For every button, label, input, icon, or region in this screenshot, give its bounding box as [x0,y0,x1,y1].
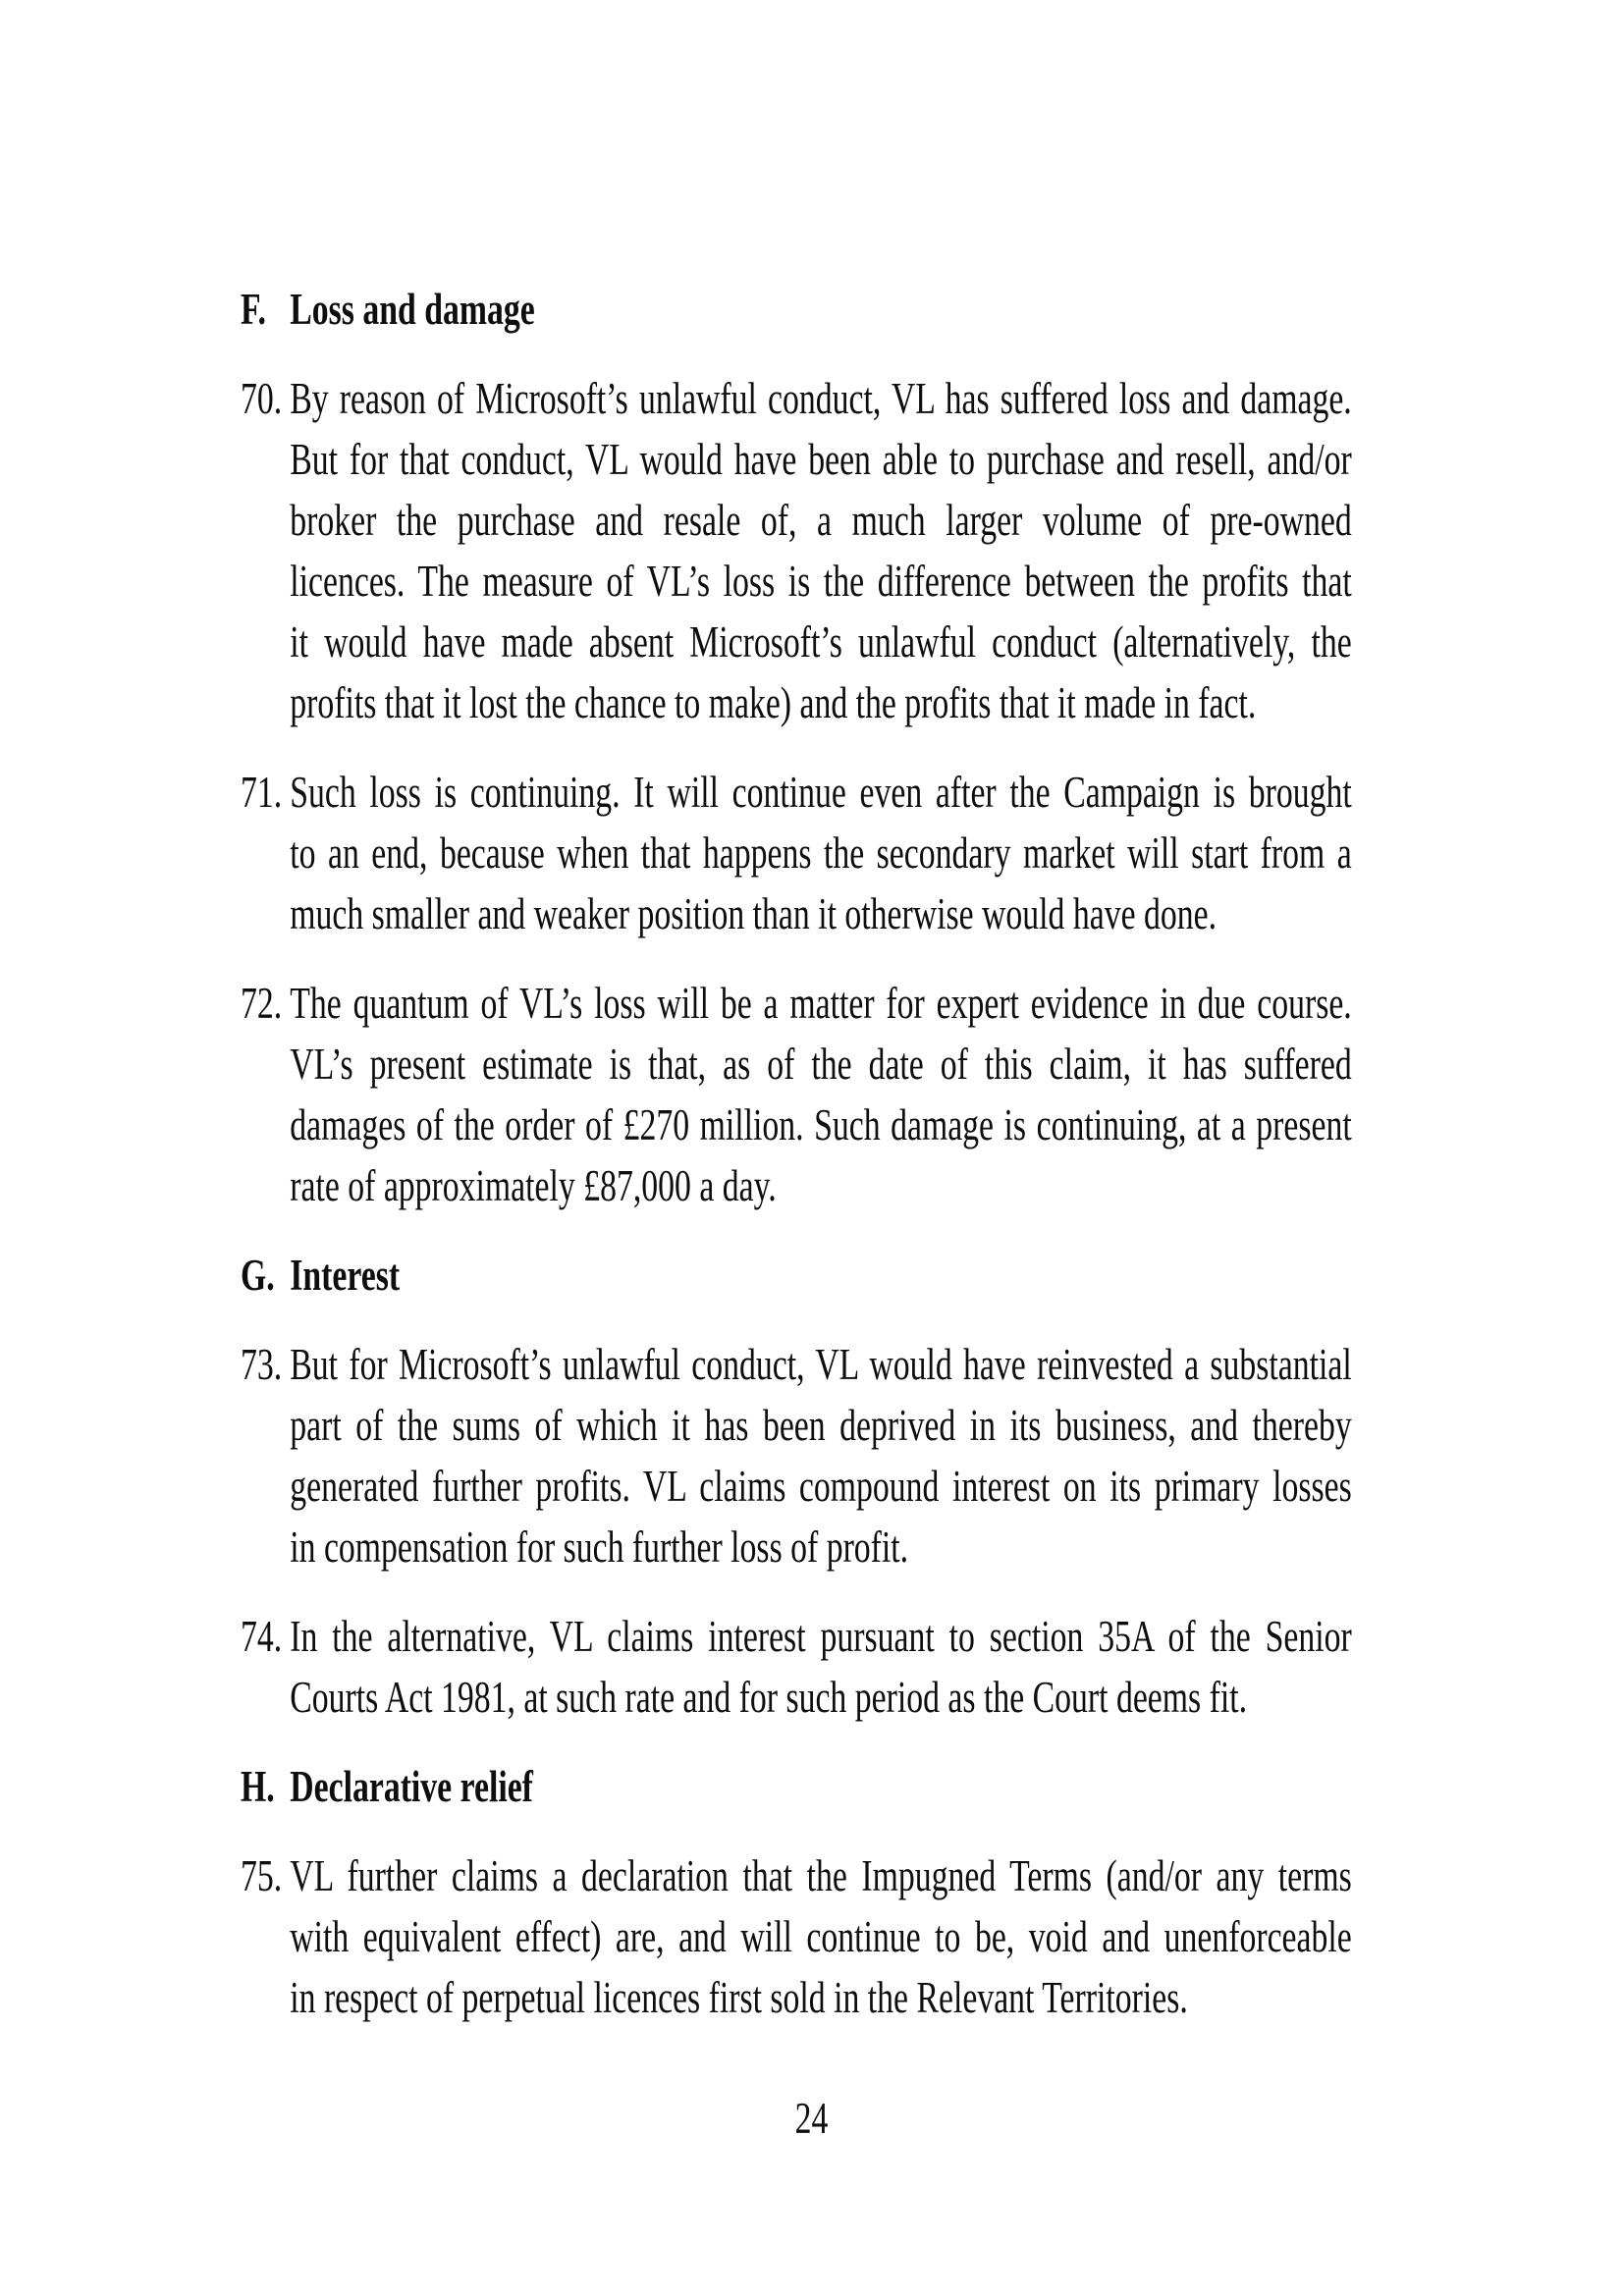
paragraph-number: 74. [241,1612,283,1661]
text-line: rate of approximately £87,000 a day. [290,1161,777,1210]
paragraph-73 [241,1334,1352,1577]
paragraph-number: 72. [241,979,283,1028]
text-line: Such loss is continuing. It will continue even after the Campaign is brought [290,768,1352,817]
section-letter: G. [241,1251,275,1300]
paragraph-74 [241,1606,1352,1728]
text-line: it would have made absent Microsoft’s unlawful conduct (alternatively, the [290,617,1352,667]
text-line: generated further profits. VL claims compound interest on its primary losses [290,1462,1352,1511]
paragraph-body [290,973,1352,1216]
paragraph-70 [241,368,1352,733]
paragraph-71 [241,762,1352,944]
text-line: But for that conduct, VL would have been able to purchase and resell, and/or [290,435,1352,484]
text-line: in compensation for such further loss of profit. [290,1522,909,1572]
paragraph-number: 70. [241,374,283,423]
text-line: profits that it lost the chance to make) and the profits that it made in fact. [290,678,1257,727]
text-line: Courts Act 1981, at such rate and for such period as the Court deems fit. [290,1673,1248,1722]
text-line: part of the sums of which it has been deprived in its business, and thereby [290,1401,1352,1450]
text-line: with equivalent effect) are, and will continue to be, void and unenforceable [290,1912,1352,1961]
text-line: to an end, because when that happens the secondary market will start from a [290,828,1352,878]
section-title: Loss and damage [290,285,535,334]
text-line: By reason of Microsoft’s unlawful conduct, VL has suffered loss and damage. [290,374,1352,423]
text-line: licences. The measure of VL’s loss is the difference between the profits that [290,557,1352,606]
paragraph-number: 75. [241,1851,283,1900]
text-line: In the alternative, VL claims interest pursuant to section 35A of the Senior [290,1612,1352,1661]
paragraph-number: 71. [241,768,283,817]
section-letter: F. [241,285,266,334]
text-line: VL further claims a declaration that the Impugned Terms (and/or any terms [290,1851,1352,1900]
section-heading-h [241,1756,1352,1817]
paragraph-75 [241,1845,1352,2028]
paragraph-body [290,1334,1352,1577]
paragraph-body [290,1845,1352,2028]
text-line: The quantum of VL’s loss will be a matter for expert evidence in due course. [290,979,1352,1028]
paragraph-body [290,1606,1352,1728]
page-number: 24 [794,2094,829,2143]
text-line: VL’s present estimate is that, as of the date of this claim, it has suffered [290,1040,1352,1089]
section-title: Declarative relief [290,1762,533,1811]
text-line: in respect of perpetual licences first sold in the Relevant Territories. [290,1973,1188,2022]
page-footer [0,2088,1623,2149]
section-heading-g [241,1245,1352,1306]
section-letter: H. [241,1762,275,1811]
text-line: damages of the order of £270 million. Such damage is continuing, at a present [290,1100,1352,1149]
text-line: broker the purchase and resale of, a much larger volume of pre-owned [290,496,1352,545]
section-title: Interest [290,1251,401,1300]
paragraph-body [290,762,1352,944]
text-line: But for Microsoft’s unlawful conduct, VL would have reinvested a substantial [290,1340,1352,1389]
document-content [241,279,1352,2056]
paragraph-body [290,368,1352,733]
paragraph-number: 73. [241,1340,283,1389]
text-line: much smaller and weaker position than it otherwise would have done. [290,889,1217,938]
section-heading-f [241,279,1352,340]
paragraph-72 [241,973,1352,1216]
